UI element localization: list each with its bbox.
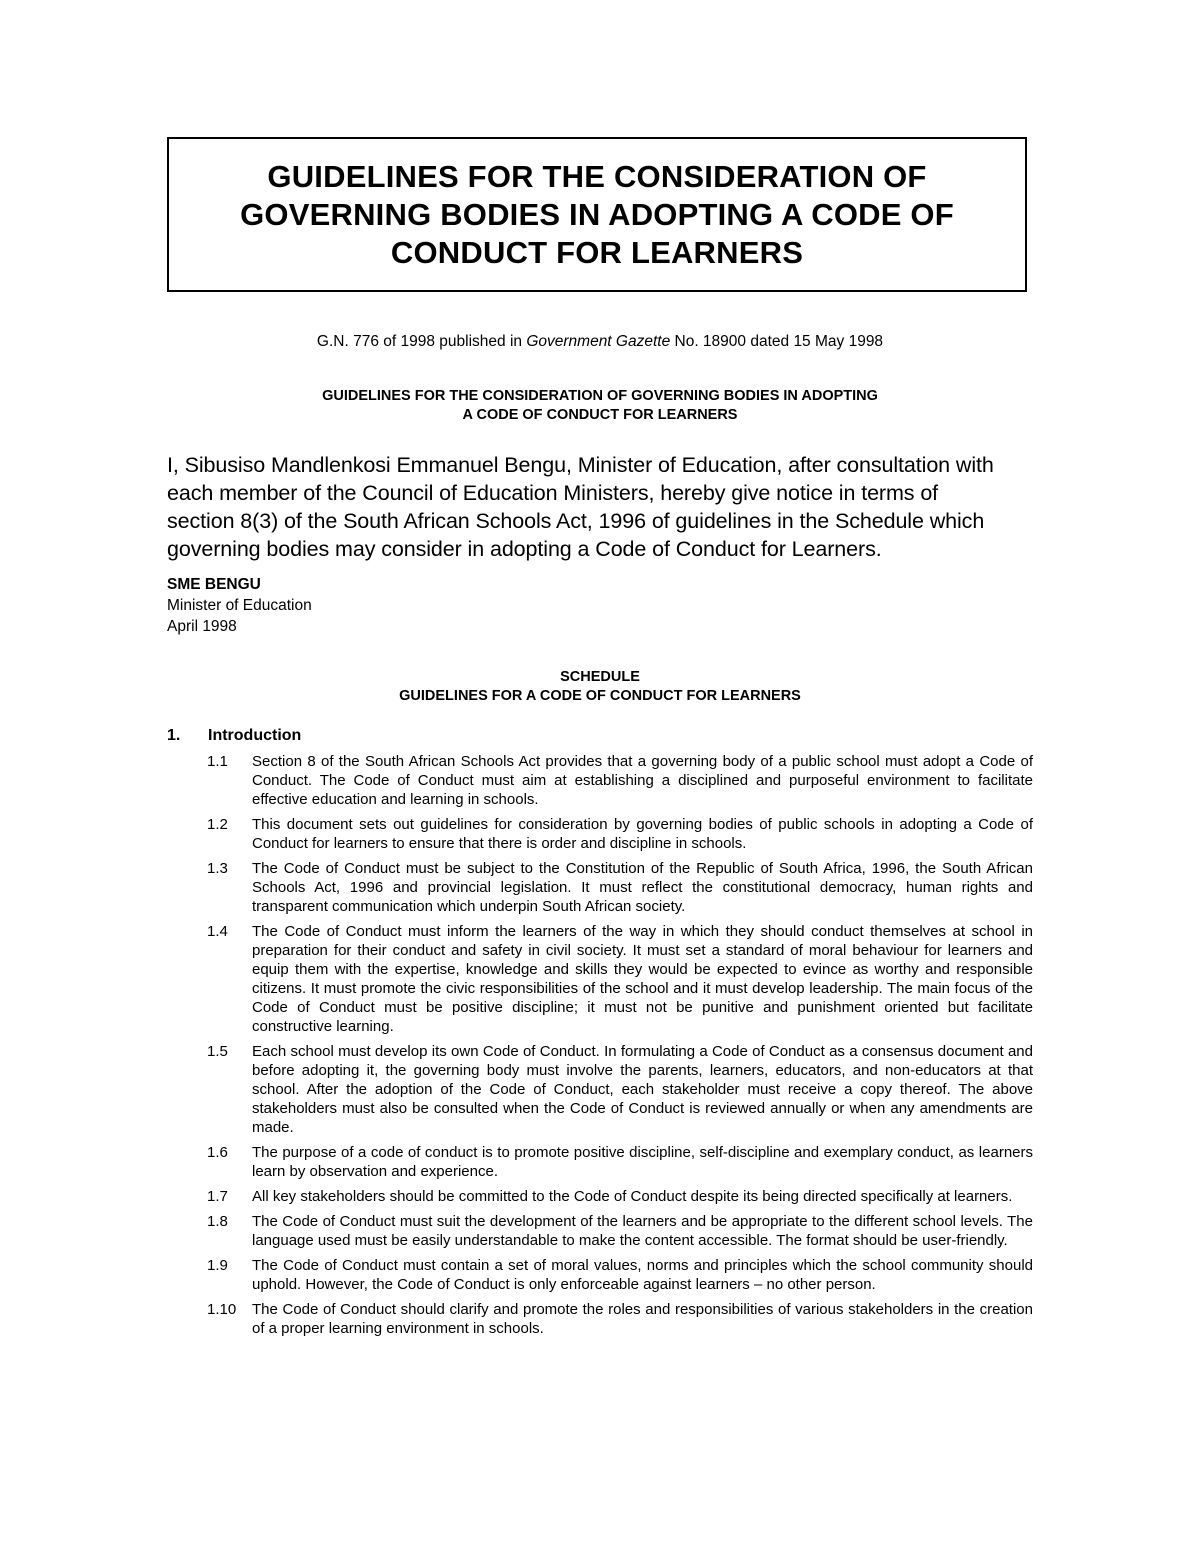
list-item — [207, 1212, 1033, 1250]
item-number: 1.4 — [207, 923, 228, 940]
schedule-heading — [0, 668, 1200, 706]
item-number: 1.1 — [207, 753, 228, 770]
list-item — [207, 752, 1033, 809]
signatory-role: Minister of Education — [167, 597, 312, 614]
signature-block — [167, 574, 312, 637]
item-number: 1.7 — [207, 1188, 228, 1205]
document-title — [169, 158, 1025, 272]
gazette-reference — [0, 332, 1200, 352]
title-line: GUIDELINES FOR THE CONSIDERATION OF — [267, 158, 927, 194]
gazette-prefix: G.N. 776 of 1998 published in — [316, 333, 527, 350]
title-line: GOVERNING BODIES IN ADOPTING A CODE OF — [240, 196, 954, 232]
subtitle-line: A CODE OF CONDUCT FOR LEARNERS — [462, 407, 738, 423]
schedule-label: SCHEDULE — [560, 669, 640, 685]
item-text: The Code of Conduct must contain a set of moral values, norms and principles which the school community should uphold. However, the Code of Conduct is only enforceable against learners – no other person. — [252, 1257, 1033, 1293]
section-title: Introduction — [208, 727, 302, 744]
item-text: The Code of Conduct must be subject to the Constitution of the Republic of South Africa, 1996, the South African Schools Act, 1996 and provincial legislation. It must reflect the constitutional democracy, human rights and transparent communication which underpin South African society. — [252, 860, 1033, 915]
item-number: 1.6 — [207, 1144, 228, 1161]
item-text: Each school must develop its own Code of Conduct. In formulating a Code of Conduct as a consensus document and before adopting it, the governing body must involve the parents, learners, educators, and non-educators at that school. After the adoption of the Code of Conduct, each stakeholder must receive a copy thereof. The above stakeholders must also be consulted when the Code of Conduct is reviewed annually or when any amendments are made. — [252, 1043, 1033, 1136]
title-line: CONDUCT FOR LEARNERS — [390, 234, 804, 270]
item-number: 1.2 — [207, 816, 228, 833]
item-text: Section 8 of the South African Schools Act provides that a governing body of a public school must adopt a Code of Conduct. The Code of Conduct must aim at establishing a disciplined and purposeful environment to facilitate effective education and learning in schools. — [252, 753, 1033, 808]
subtitle — [0, 387, 1200, 425]
item-number: 1.8 — [207, 1213, 228, 1230]
list-item — [207, 922, 1033, 1036]
notice-line: I, Sibusiso Mandlenkosi Emmanuel Bengu, Minister of Education, after consultation with — [167, 453, 994, 477]
list-item — [207, 1187, 1033, 1206]
item-text: All key stakeholders should be committed to the Code of Conduct despite its being directed specifically at learners. — [252, 1188, 1013, 1205]
item-text: The Code of Conduct must suit the development of the learners and be appropriate to the different school levels. The language used must be easily understandable to make the content accessible. The format should be user-friendly. — [252, 1213, 1033, 1249]
item-number: 1.3 — [207, 860, 228, 877]
list-item — [207, 1300, 1033, 1338]
list-item — [207, 1143, 1033, 1181]
notice-line: governing bodies may consider in adopting a Code of Conduct for Learners. — [167, 537, 882, 561]
ministerial-notice — [167, 451, 1033, 563]
gazette-publication: Government Gazette — [526, 333, 671, 350]
title-box — [167, 137, 1027, 292]
item-number: 1.9 — [207, 1257, 228, 1274]
item-text: The Code of Conduct should clarify and promote the roles and responsibilities of various stakeholders in the creation of a proper learning environment in schools. — [252, 1301, 1033, 1337]
item-number: 1.5 — [207, 1043, 228, 1060]
section-items — [207, 752, 1033, 1344]
item-text: The purpose of a code of conduct is to promote positive discipline, self-discipline and exemplary conduct, as learners learn by observation and experience. — [252, 1144, 1033, 1180]
list-item — [207, 1042, 1033, 1137]
gazette-suffix: No. 18900 dated 15 May 1998 — [670, 333, 884, 350]
notice-line: section 8(3) of the South African Schools Act, 1996 of guidelines in the Schedule which — [167, 509, 985, 533]
item-text: This document sets out guidelines for consideration by governing bodies of public schools in adopting a Code of Conduct for learners to ensure that there is order and discipline in schools. — [252, 816, 1033, 852]
schedule-title: GUIDELINES FOR A CODE OF CONDUCT FOR LEARNERS — [399, 688, 801, 704]
section-heading — [167, 726, 301, 746]
signatory-name: SME BENGU — [167, 576, 261, 593]
section-number: 1. — [167, 727, 181, 744]
signature-date: April 1998 — [167, 618, 237, 635]
list-item — [207, 859, 1033, 916]
item-number: 1.10 — [207, 1301, 237, 1318]
notice-line: each member of the Council of Education Ministers, hereby give notice in terms of — [167, 481, 939, 505]
subtitle-line: GUIDELINES FOR THE CONSIDERATION OF GOVERNING BODIES IN ADOPTING — [322, 388, 878, 404]
list-item — [207, 815, 1033, 853]
item-text: The Code of Conduct must inform the learners of the way in which they should conduct themselves at school in preparation for their conduct and safety in civil society. It must set a standard of moral behaviour for learners and equip them with the expertise, knowledge and skills they would be expected to evince as worthy and responsible citizens. It must promote the civic responsibilities of the school and it must develop leadership. The main focus of the Code of Conduct must be positive discipline; it must not be punitive and punishment oriented but facilitate constructive learning. — [252, 923, 1033, 1035]
list-item — [207, 1256, 1033, 1294]
